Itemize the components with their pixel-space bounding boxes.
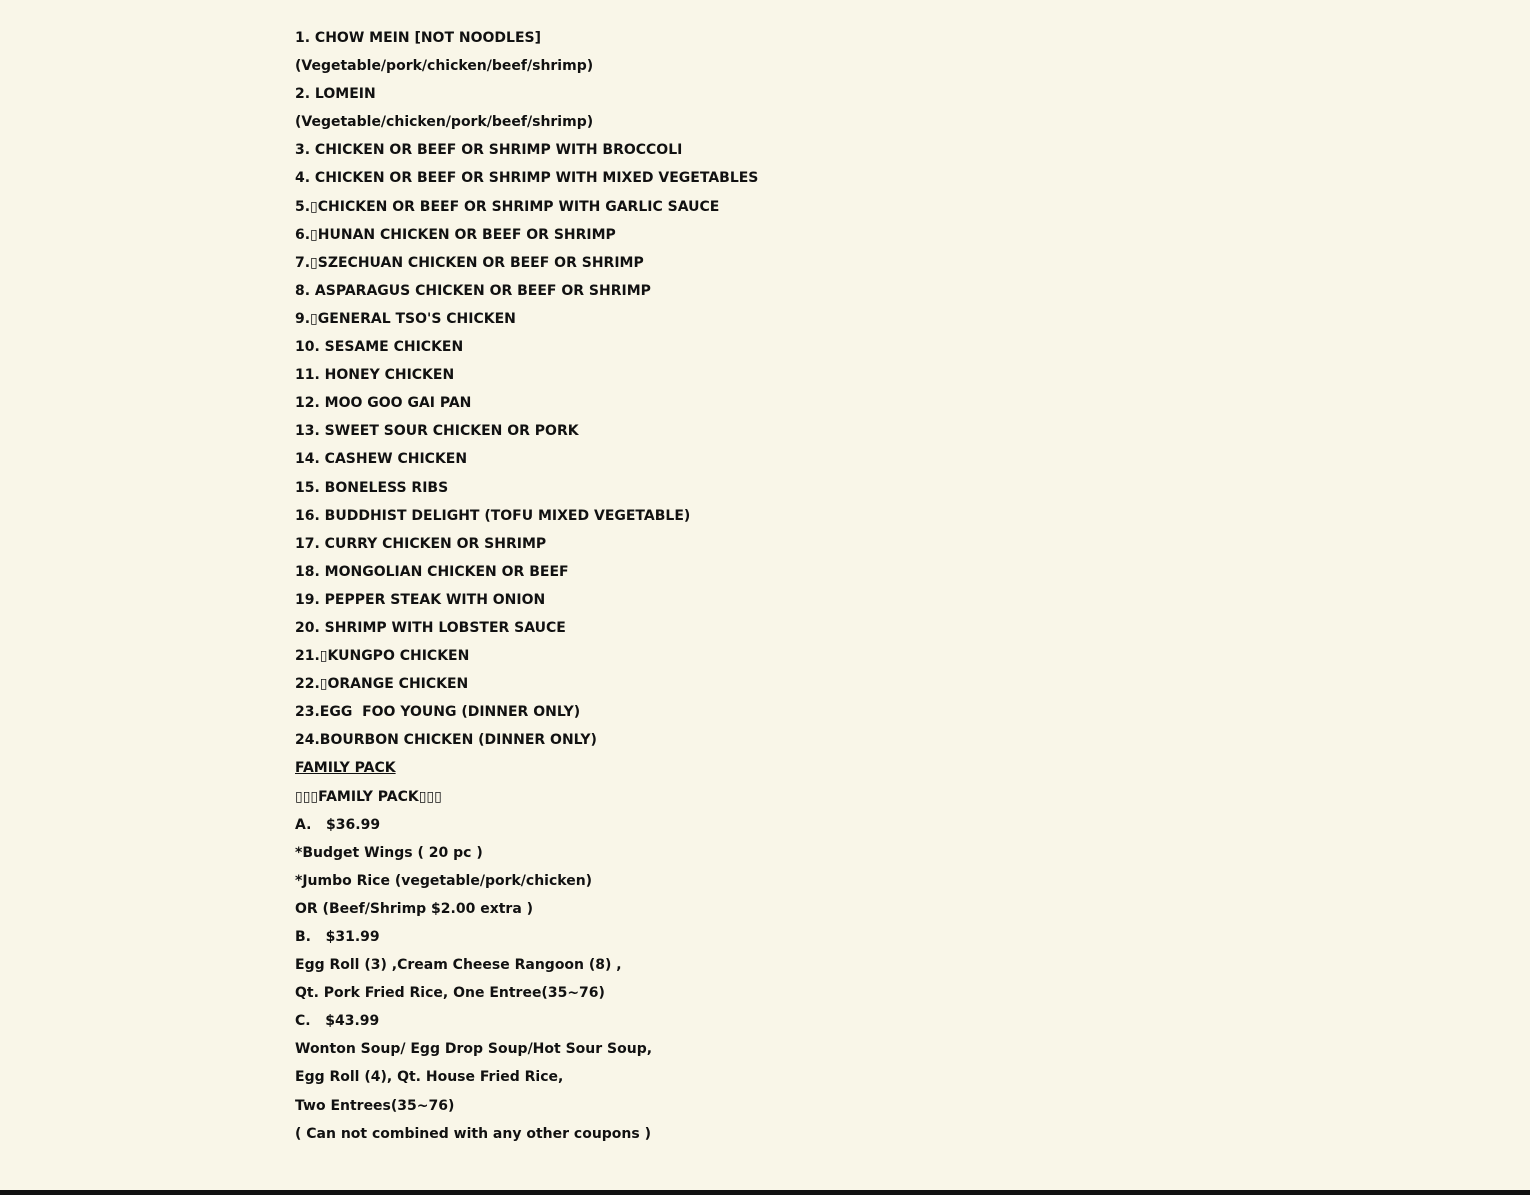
family-pack-option-a: A. $36.99 [295, 816, 381, 833]
menu-item: 11. HONEY CHICKEN [295, 367, 455, 384]
family-pack-header: ▯▯▯FAMILY PACK▯▯▯ [295, 788, 442, 805]
menu-item: 24.BOURBON CHICKEN (DINNER ONLY) [295, 732, 597, 749]
menu-item: 15. BONELESS RIBS [295, 479, 449, 496]
family-pack-option-c: C. $43.99 [295, 1013, 380, 1030]
bottom-divider-bar [0, 1190, 1530, 1195]
menu-item: 22.▯ORANGE CHICKEN [295, 676, 469, 693]
menu-item: 7.▯SZECHUAN CHICKEN OR BEEF OR SHRIMP [295, 254, 644, 271]
menu-item: 5.▯CHICKEN OR BEEF OR SHRIMP WITH GARLIC SAUCE [295, 198, 720, 215]
menu-item: 20. SHRIMP WITH LOBSTER SAUCE [295, 619, 566, 636]
menu-item: 13. SWEET SOUR CHICKEN OR PORK [295, 423, 579, 440]
family-pack-option-b: B. $31.99 [295, 929, 380, 945]
menu-item: 2. LOMEIN [295, 86, 376, 103]
menu-list [295, 24, 1195, 1148]
family-pack-detail: *Budget Wings ( 20 pc ) [295, 844, 483, 861]
menu-item: 9.▯GENERAL TSO'S CHICKEN [295, 310, 516, 327]
menu-item: 19. PEPPER STEAK WITH ONION [295, 591, 546, 608]
menu-item: 1. CHOW MEIN [NOT NOODLES] [295, 30, 541, 46]
family-pack-note: ( Can not combined with any other coupons ) [295, 1125, 651, 1142]
family-pack-detail: Wonton Soup/ Egg Drop Soup/Hot Sour Soup, [295, 1041, 653, 1058]
menu-item: 17. CURRY CHICKEN OR SHRIMP [295, 535, 547, 552]
menu-item: 16. BUDDHIST DELIGHT (TOFU MIXED VEGETABLE) [295, 507, 691, 524]
menu-item: 10. SESAME CHICKEN [295, 339, 464, 356]
family-pack-detail: Two Entrees(35~76) [295, 1097, 455, 1114]
menu-item: 6.▯HUNAN CHICKEN OR BEEF OR SHRIMP [295, 226, 616, 243]
family-pack-detail: Qt. Pork Fried Rice, One Entree(35~76) [295, 985, 605, 1002]
menu-item: 14. CASHEW CHICKEN [295, 451, 468, 468]
menu-item: 3. CHICKEN OR BEEF OR SHRIMP WITH BROCCOLI [295, 142, 683, 159]
menu-item-options: (Vegetable/chicken/pork/beef/shrimp) [295, 114, 594, 131]
family-pack-detail: *Jumbo Rice (vegetable/pork/chicken) [295, 872, 593, 889]
menu-item: 8. ASPARAGUS CHICKEN OR BEEF OR SHRIMP [295, 282, 651, 299]
menu-item: 18. MONGOLIAN CHICKEN OR BEEF [295, 563, 569, 580]
menu-item: 12. MOO GOO GAI PAN [295, 395, 472, 412]
menu-item: 21.▯KUNGPO CHICKEN [295, 648, 470, 665]
menu-item-options: (Vegetable/pork/chicken/beef/shrimp) [295, 58, 594, 75]
family-pack-detail: Egg Roll (4), Qt. House Fried Rice, [295, 1069, 564, 1086]
family-pack-detail: Egg Roll (3) ,Cream Cheese Rangoon (8) , [295, 957, 622, 974]
family-pack-detail: OR (Beef/Shrimp $2.00 extra ) [295, 900, 534, 917]
menu-item: 4. CHICKEN OR BEEF OR SHRIMP WITH MIXED VEGETABLES [295, 170, 759, 187]
family-pack-link[interactable]: FAMILY PACK [295, 760, 396, 777]
menu-item: 23.EGG FOO YOUNG (DINNER ONLY) [295, 704, 581, 721]
